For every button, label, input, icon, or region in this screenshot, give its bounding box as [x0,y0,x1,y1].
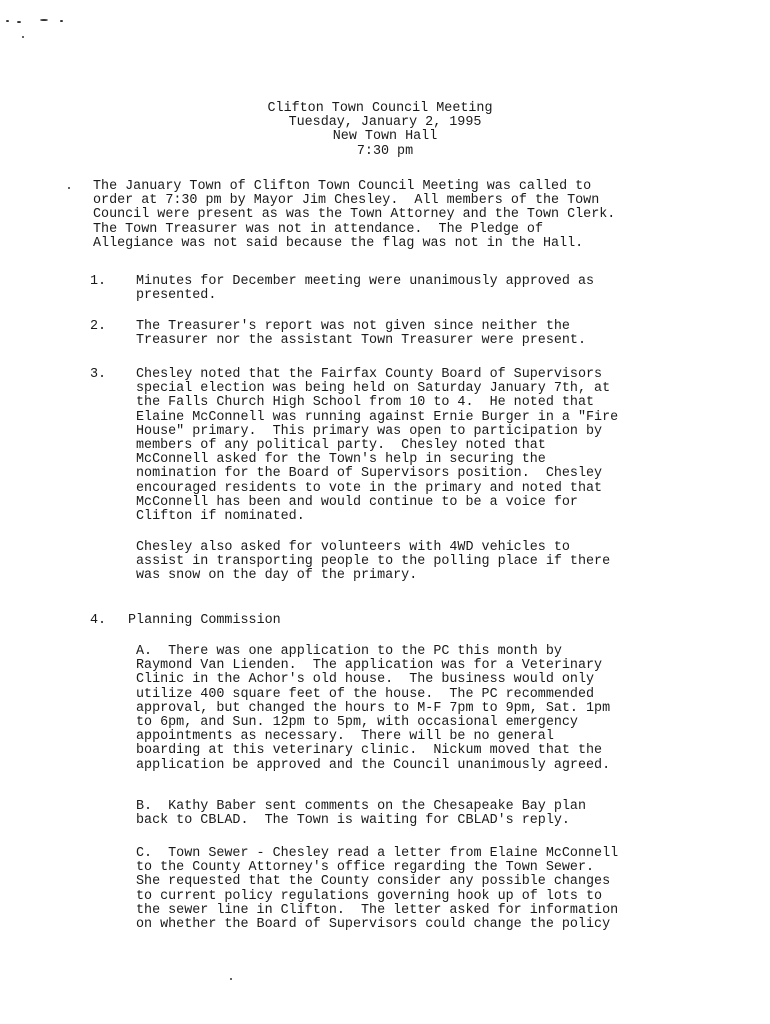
planning-commission-heading: Planning Commission [128,613,281,628]
text-line: Allegiance was not said because the flag was not in the Hall. [93,235,584,251]
text-line: Minutes for December meeting were unanimously approved as [136,274,595,289]
scan-speck [68,187,70,189]
text-line: members of any political party. Chesley noted that [136,437,546,453]
scan-speck [60,20,63,22]
text-line: application be approved and the Council unanimously agreed. [136,757,611,773]
text-line: encouraged residents to vote in the primary and noted that [136,480,603,496]
text-line: McConnell asked for the Town's help in securing the [136,452,546,468]
text-line: The Treasurer's report was not given since neither the [136,319,570,334]
intro-paragraph [93,180,693,251]
item-body [136,275,594,303]
text-line: back to CBLAD. The Town is waiting for CBLAD's reply. [136,813,570,829]
scan-speck [6,20,9,22]
text-line: order at 7:30 pm by Mayor Jim Chesley. All members of the Town [93,193,600,209]
meeting-date: Tuesday, January 2, 1995 [288,115,482,131]
text-line: on whether the Board of Supervisors could change the policy [136,916,611,932]
item-body [136,368,618,584]
planning-item-a [136,645,716,773]
item-number: 3. [90,367,107,382]
text-line: to the County Attorney's office regarding the Town Sewer. [136,860,595,876]
text-line: Elaine McConnell was running against Ernie Burger in a "Fire [136,409,619,425]
meeting-location: New Town Hall [332,129,438,145]
text-line: Chesley also asked for volunteers with 4WD vehicles to [136,540,570,556]
text-line: Council were present as was the Town Attorney and the Town Clerk. [93,207,616,223]
item-number: 4. [90,613,107,628]
text-line: A. There was one application to the PC this month by [136,644,562,659]
text-line: special election was being held on Saturday January 7th, at [136,381,611,397]
item-number: 1. [90,274,107,289]
text-line: Clinic in the Achor's old house. The business would only [136,672,595,688]
scan-speck [17,21,21,23]
text-line: presented. [136,288,217,304]
item-number: 2. [90,319,107,334]
item-body [136,320,586,348]
text-line: boarding at this veterinary clinic. Nickum moved that the [136,743,603,759]
text-line: to current policy regulations governing hook up of lots to [136,888,603,904]
text-line: The Town Treasurer was not in attendance. The Pledge of [93,221,543,237]
text-line: C. Town Sewer - Chesley read a letter from Elaine McConnell [136,846,619,861]
text-line: the Falls Church High School from 10 to 4. He noted that [136,395,595,411]
scan-speck [230,978,232,980]
item-body [128,614,281,628]
text-line: Treasurer nor the assistant Town Treasurer were present. [136,333,586,349]
meeting-title: Clifton Town Council Meeting [267,101,493,116]
meeting-header [0,102,770,159]
text-line: appointments as necessary. There will be no general [136,729,554,745]
text-line: B. Kathy Baber sent comments on the Chesapeake Bay plan [136,799,586,814]
text-line: was snow on the day of the primary. [136,568,418,584]
text-line: House" primary. This primary was open to participation by [136,423,603,439]
text-line: Chesley noted that the Fairfax County Board of Supervisors [136,367,603,382]
text-line: approval, but changed the hours to M-F 7pm to 9pm, Sat. 1pm [136,700,611,716]
meeting-time: 7:30 pm [356,143,414,159]
planning-item-c [136,847,716,932]
text-line: utilize 400 square feet of the house. The PC recommended [136,686,595,702]
scan-speck [40,19,48,21]
text-line: Raymond Van Lienden. The application was for a Veterinary [136,658,603,674]
text-line: the sewer line in Clifton. The letter asked for information [136,902,619,918]
text-line: McConnell has been and would continue to be a voice for [136,494,578,510]
scan-speck [22,36,24,38]
text-line: to 6pm, and Sun. 12pm to 5pm, with occasional emergency [136,714,578,730]
text-line: She requested that the County consider any possible changes [136,874,611,890]
text-line: Clifton if nominated. [136,508,305,524]
text-line: The January Town of Clifton Town Council Meeting was called to [93,179,592,194]
text-line: nomination for the Board of Supervisors position. Chesley [136,466,603,482]
text-line: assist in transporting people to the polling place if there [136,554,611,570]
planning-item-b [136,800,716,828]
